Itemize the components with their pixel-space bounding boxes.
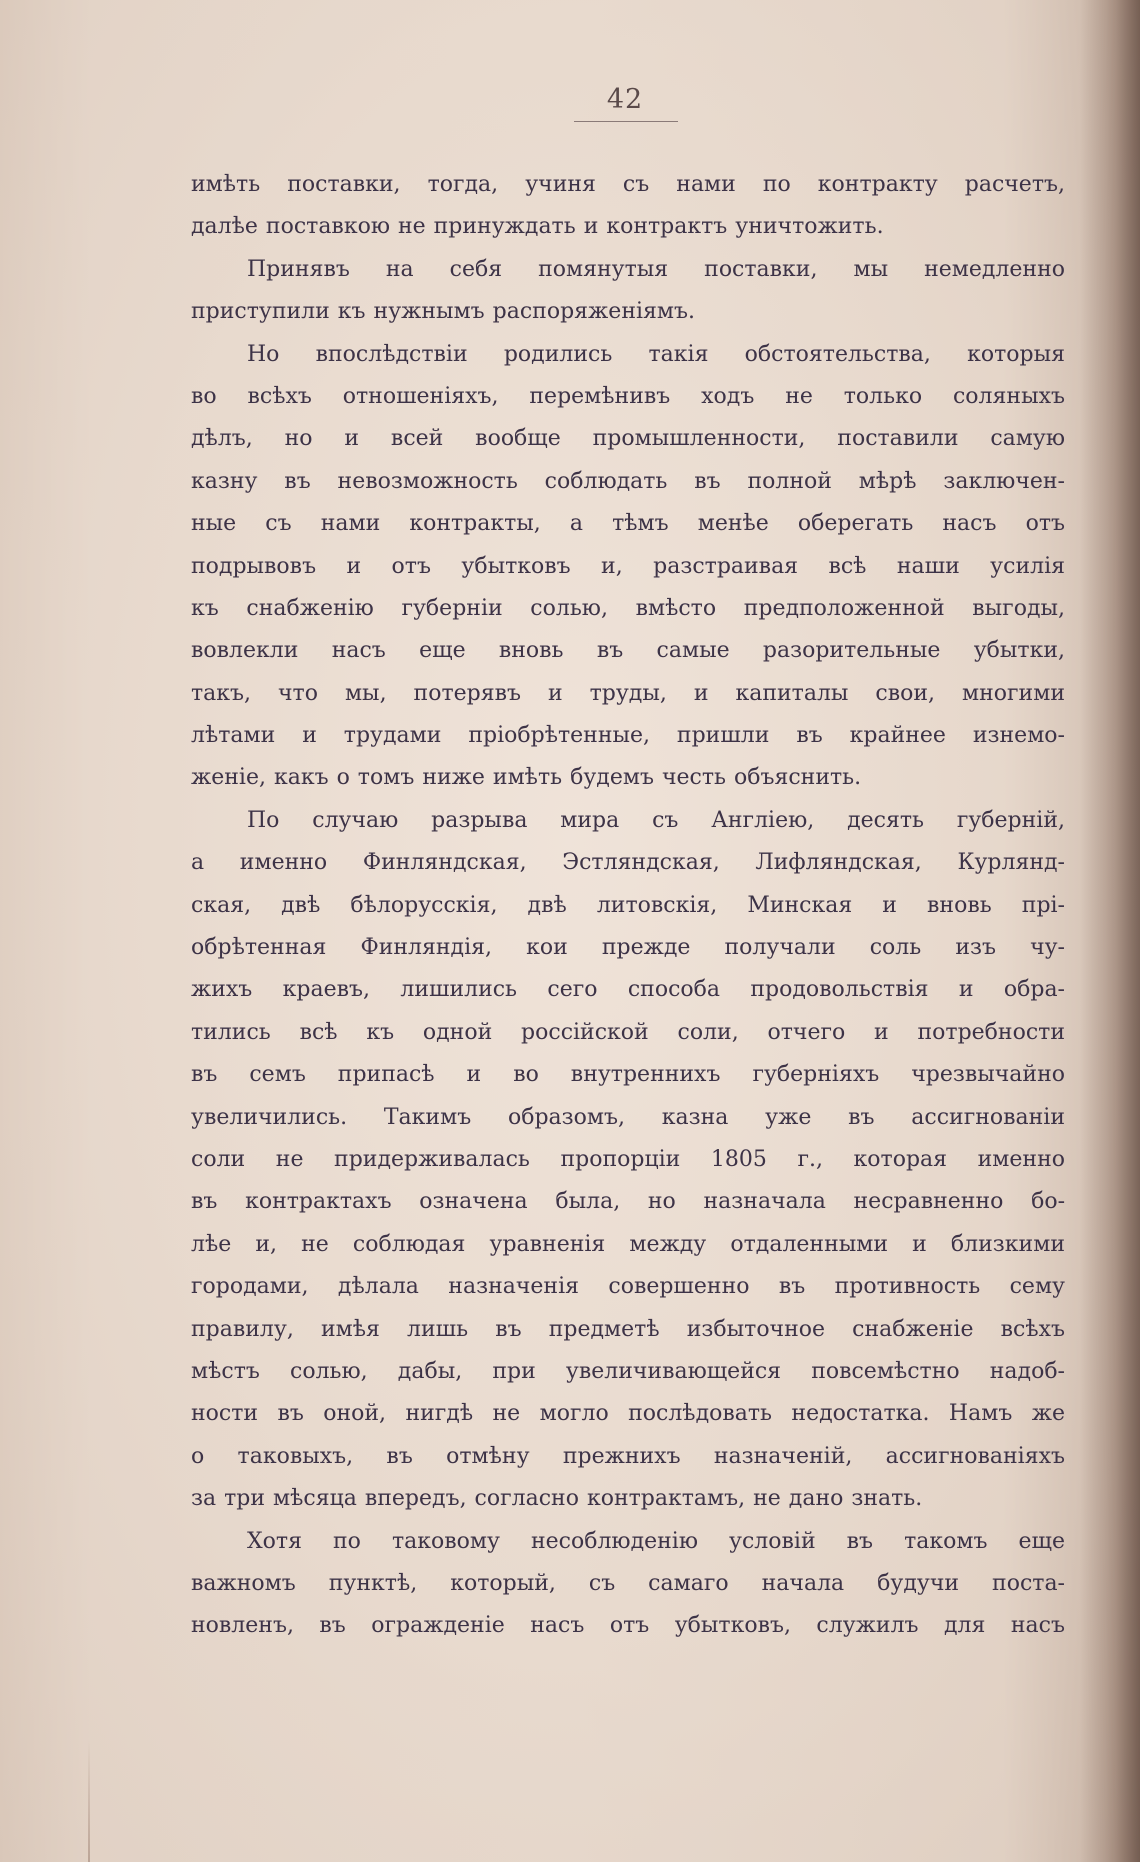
text-line: приступили къ нужнымъ распоряженiямъ. [191, 299, 695, 325]
text-line: жихъ краевъ, лишились сего способа продовольствiя и обра- [191, 977, 1065, 1003]
page-number-rule [574, 121, 678, 122]
text-line: далѣе поставкою не принуждать и контрактъ уничтожить. [191, 214, 884, 240]
text-line: за три мѣсяца впередъ, согласно контрактамъ, не дано знать. [191, 1486, 923, 1512]
text-line: важномъ пунктѣ, который, съ самаго начала будучи поста- [191, 1570, 1065, 1596]
text-line: дѣлъ, но и всей вообще промышленности, поставили самую [191, 426, 1065, 452]
page-number: 42 [606, 84, 644, 115]
text-line: казну въ невозможность соблюдать въ полной мѣрѣ заключен- [191, 468, 1065, 494]
binding-shadow [1080, 0, 1140, 1862]
text-line: городами, дѣлала назначенiя совершенно въ противность сему [191, 1274, 1065, 1300]
text-line: По случаю разрыва мира съ Англiею, десять губернiй, [247, 807, 1065, 833]
text-line: увеличились. Такимъ образомъ, казна уже въ ассигнованiи [191, 1104, 1065, 1130]
text-line: тились всѣ къ одной россiйской соли, отчего и потребности [191, 1019, 1065, 1045]
text-line: ская, двѣ бѣлорусскiя, двѣ литовскiя, Минская и вновь прi- [191, 892, 1065, 918]
text-line: Хотя по таковому несоблюденiю условiй въ такомъ еще [247, 1528, 1065, 1554]
text-line: къ снабженiю губернiи солью, вмѣсто предположенной выгоды, [191, 595, 1065, 621]
text-line: имѣть поставки, тогда, учиня съ нами по контракту расчетъ, [191, 172, 1065, 197]
text-line: ные съ нами контракты, а тѣмъ менѣе оберегать насъ отъ [191, 511, 1065, 537]
text-line: лѣе и, не соблюдая уравненiя между отдаленными и близкими [191, 1231, 1065, 1257]
text-line: правилу, имѣя лишь въ предметѣ избыточное снабженiе всѣхъ [191, 1316, 1065, 1342]
page-edge-mark [88, 1740, 90, 1862]
text-line: Принявъ на себя помянутыя поставки, мы немедленно [247, 256, 1065, 282]
text-line: новленъ, въ огражденiе насъ отъ убытковъ, служилъ для насъ [191, 1613, 1065, 1639]
text-line: мѣстъ солью, дабы, при увеличивающейся повсемѣстно надоб- [191, 1358, 1065, 1384]
text-line: женiе, какъ о томъ ниже имѣть будемъ честь объяснить. [191, 765, 862, 791]
text-line: обрѣтенная Финляндiя, кои прежде получали соль изъ чу- [191, 935, 1065, 961]
text-line: во всѣхъ отношенiяхъ, перемѣнивъ ходъ не только соляныхъ [191, 383, 1065, 409]
text-line: ности въ оной, нигдѣ не могло послѣдовать недостатка. Намъ же [191, 1401, 1065, 1427]
body-text [191, 164, 1065, 1648]
text-line: соли не придерживалась пропорцiи 1805 г., которая именно [191, 1146, 1065, 1172]
text-line: подрывовъ и отъ убытковъ и, разстраивая всѣ наши усилiя [191, 553, 1065, 579]
text-line: лѣтами и трудами прiобрѣтенные, пришли въ крайнее изнемо- [191, 723, 1065, 749]
text-line: вовлекли насъ еще вновь въ самые разорительные убытки, [191, 638, 1065, 664]
text-line: а именно Финляндская, Эстляндская, Лифляндская, Курлянд- [191, 850, 1065, 876]
text-line: Но впослѣдствiи родились такiя обстоятельства, которыя [247, 341, 1065, 367]
text-line: о таковыхъ, въ отмѣну прежнихъ назначенiй, ассигнованiяхъ [191, 1443, 1065, 1469]
text-line: въ семъ припасѣ и во внутреннихъ губернiяхъ чрезвычайно [191, 1062, 1065, 1088]
text-line: въ контрактахъ означена была, но назначала несравненно бо- [191, 1189, 1065, 1215]
text-line: такъ, что мы, потерявъ и труды, и капиталы свои, многими [191, 680, 1065, 706]
